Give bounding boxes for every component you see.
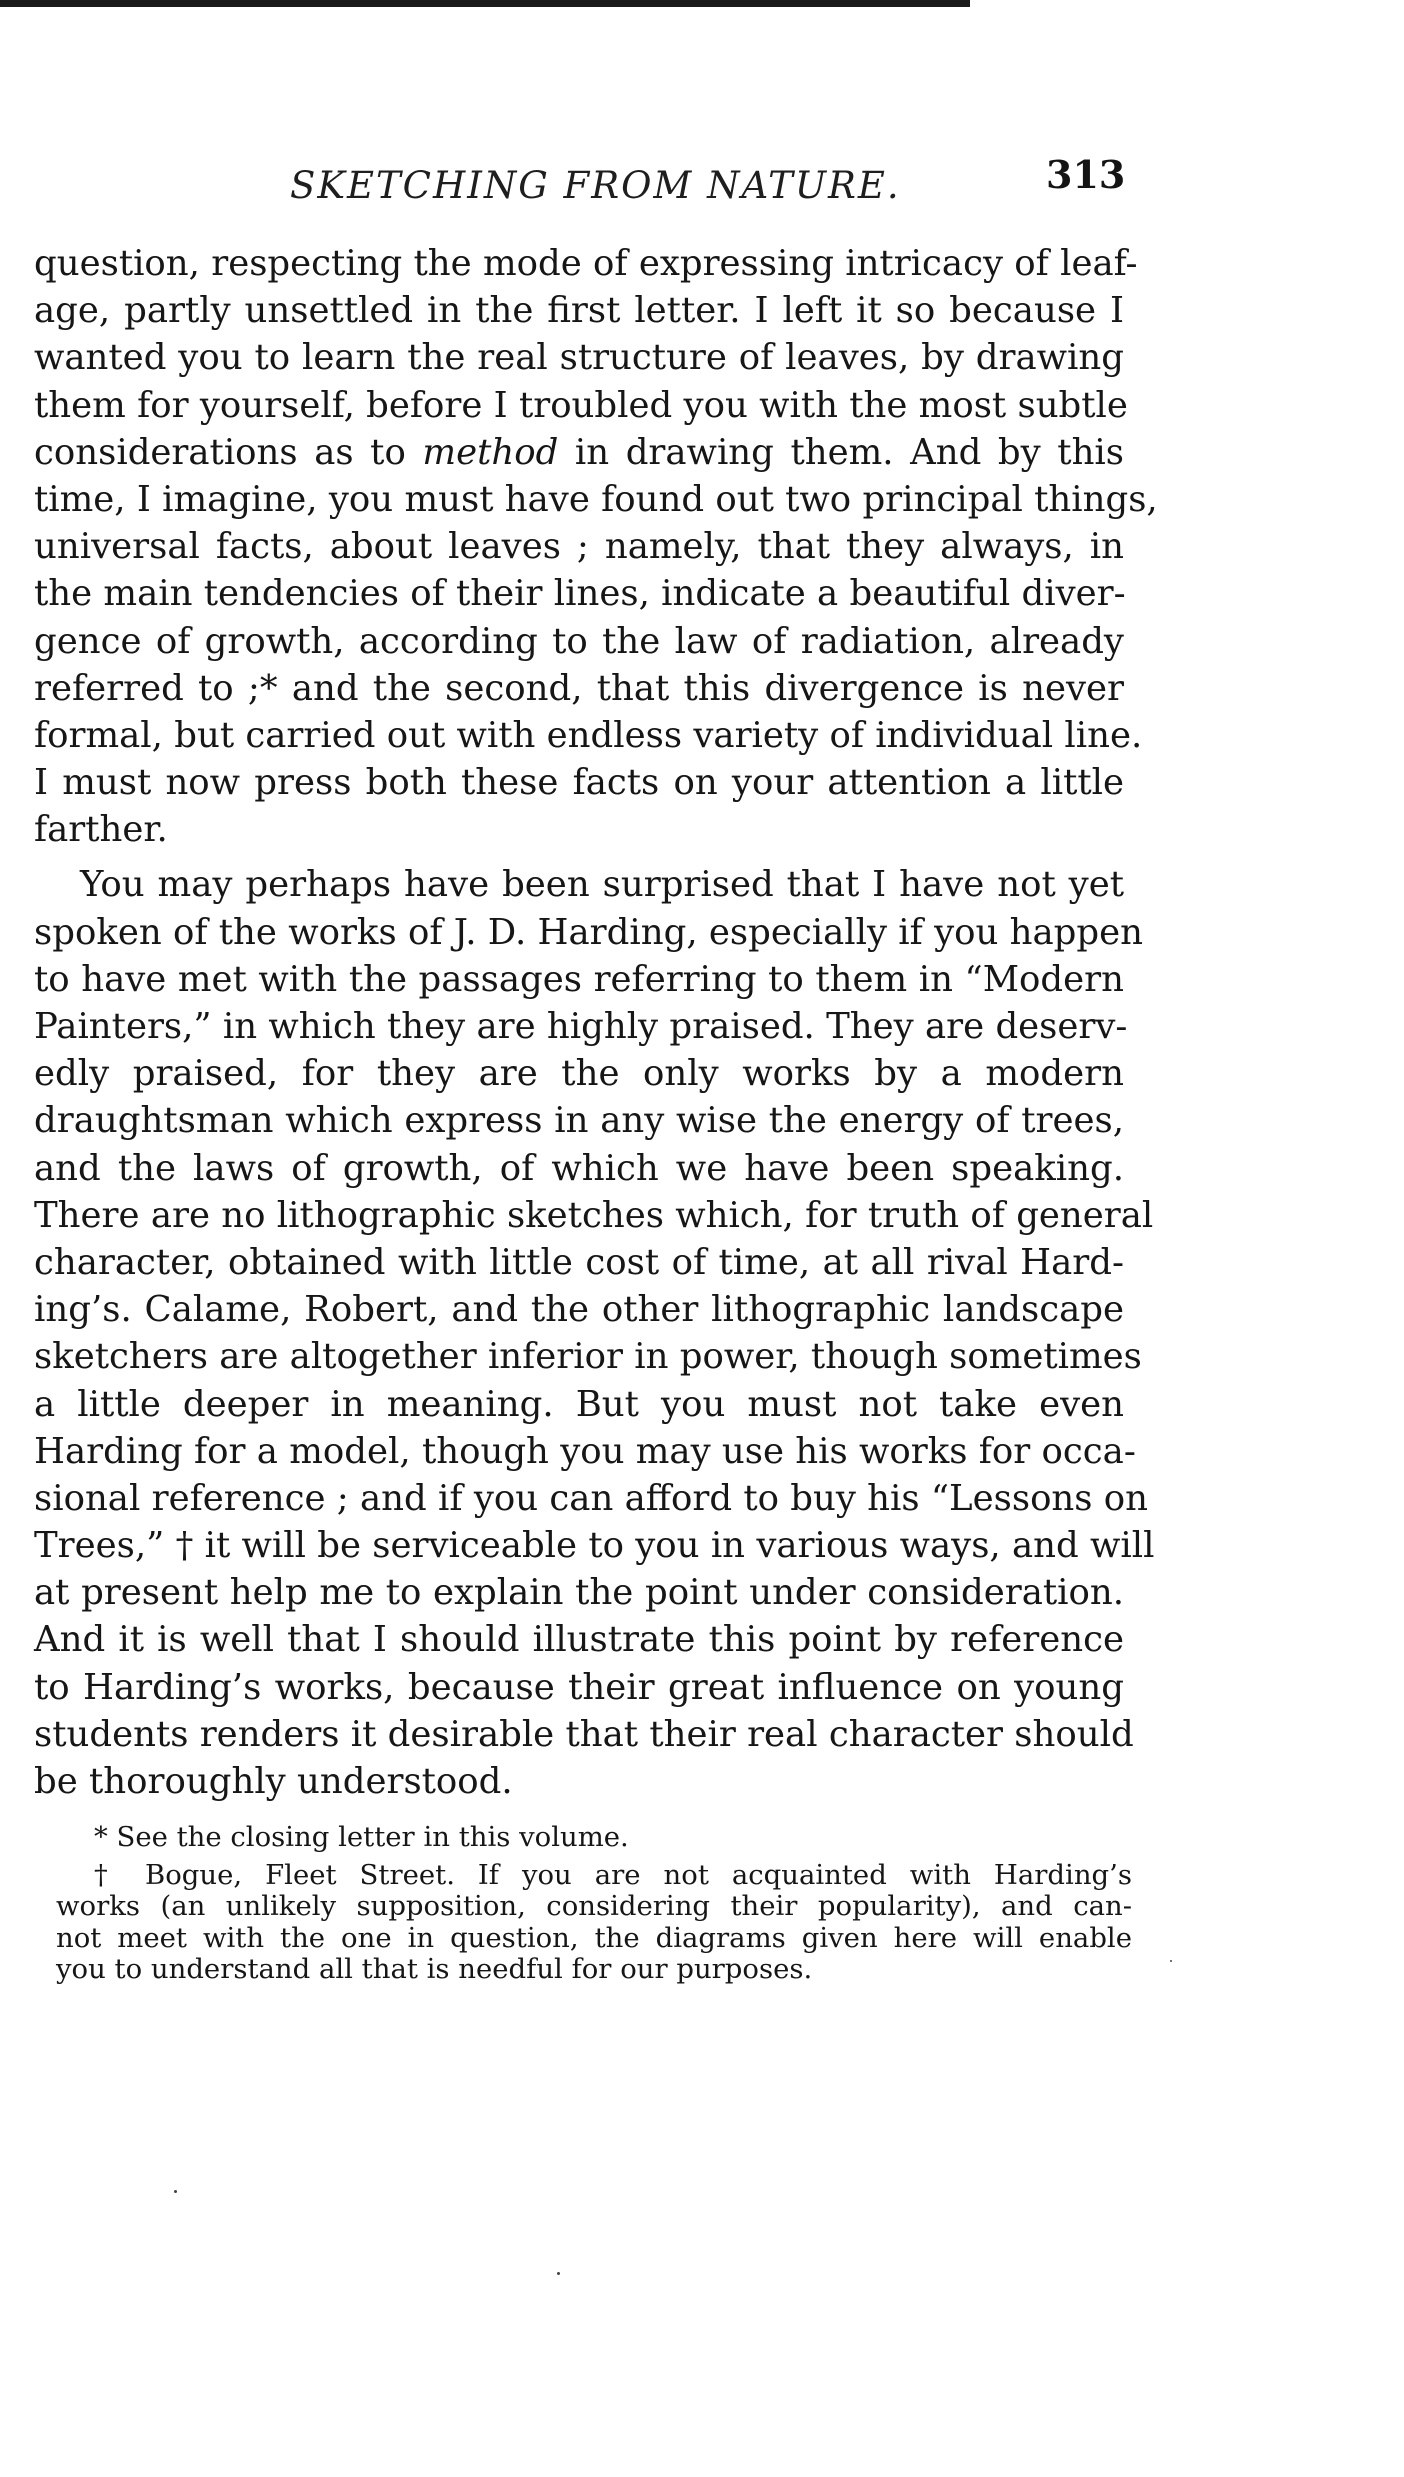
text-line: to Harding’s works, because their great influence on young [34,1666,1124,1708]
text-line: ing’s. Calame, Robert, and the other lithographic landscape [34,1289,1124,1331]
paper-speck [174,2190,177,2193]
paper-speck [1170,1960,1172,1962]
text-line: and the laws of growth, of which we have been speaking. [34,1147,1124,1189]
text-line: Trees,” † it will be serviceable to you in various ways, and will [34,1525,1155,1567]
text-line: character, obtained with little cost of time, at all rival Hard- [34,1241,1124,1283]
text-line: Harding for a model, though you may use his works for occa- [34,1430,1136,1472]
text-line: And it is well that I should illustrate this point by reference [34,1619,1124,1661]
text-line: You may perhaps have been surprised that I have not yet [80,864,1124,906]
text-line: farther. [34,809,168,851]
text-line: spoken of the works of J. D. Harding, especially if you happen [34,911,1143,953]
text-line: sional reference ; and if you can afford to buy his “Lessons on [34,1477,1149,1519]
text-line: draughtsman which express in any wise the energy of trees, [34,1100,1124,1142]
emphasis-word: method [422,431,559,473]
text-line: time, I imagine, you must have found out two principal things, [34,478,1158,520]
text-line: question, respecting the mode of expressing intricacy of leaf- [34,243,1138,284]
text-line: formal, but carried out with endless variety of individual line. [34,714,1143,756]
footnotes [56,1822,1132,1986]
body-text [34,240,1158,1805]
text-line: edly praised, for they are the only works by a modern [34,1053,1124,1095]
text-line: universal facts, about leaves ; namely, that they always, in [34,526,1124,568]
footnote-line: * See the closing letter in this volume. [94,1821,629,1853]
paper-speck [557,2272,560,2275]
text-line: to have met with the passages referring to them in “Modern [34,958,1124,1000]
text-line: I must now press both these facts on your attention a little [34,762,1124,804]
text-line: gence of growth, according to the law of radiation, already [34,620,1124,662]
text-line: sketchers are altogether inferior in power, though sometimes [34,1336,1142,1378]
page-top-edge-rule [0,0,970,7]
text-line: wanted you to learn the real structure of leaves, by drawing [34,337,1124,379]
text-line: considerations as to method in drawing them. And by this [34,431,1124,473]
text-line: be thoroughly understood. [34,1761,513,1802]
text-line: the main tendencies of their lines, indicate a beautiful diver- [34,573,1126,615]
footnote-line: † Bogue, Fleet Street. If you are not acquainted with Harding’s [94,1858,1132,1891]
paragraph-gap [34,853,1124,861]
page-number: 313 [1046,152,1126,197]
text-line: students renders it desirable that their real character should [34,1713,1134,1755]
text-line: Painters,” in which they are highly praised. They are deserv- [34,1006,1128,1047]
running-title: SKETCHING FROM NATURE. [290,164,901,207]
text-line: at present help me to explain the point under consideration. [34,1572,1124,1614]
text-line: age, partly unsettled in the first letter. I left it so because I [34,290,1124,332]
text-line: a little deeper in meaning. But you must not take even [34,1383,1124,1425]
text-line: referred to ;* and the second, that this divergence is never [34,667,1124,709]
footnote-line: not meet with the one in question, the diagrams given here will enable [56,1921,1132,1954]
footnote-line: works (an unlikely supposition, considering their popularity), and can- [56,1890,1132,1922]
text-line: There are no lithographic sketches which, for truth of general [34,1194,1154,1236]
text-line: them for yourself, before I troubled you with the most subtle [34,384,1128,426]
footnote-line: you to understand all that is needful for our purposes. [56,1953,813,1985]
